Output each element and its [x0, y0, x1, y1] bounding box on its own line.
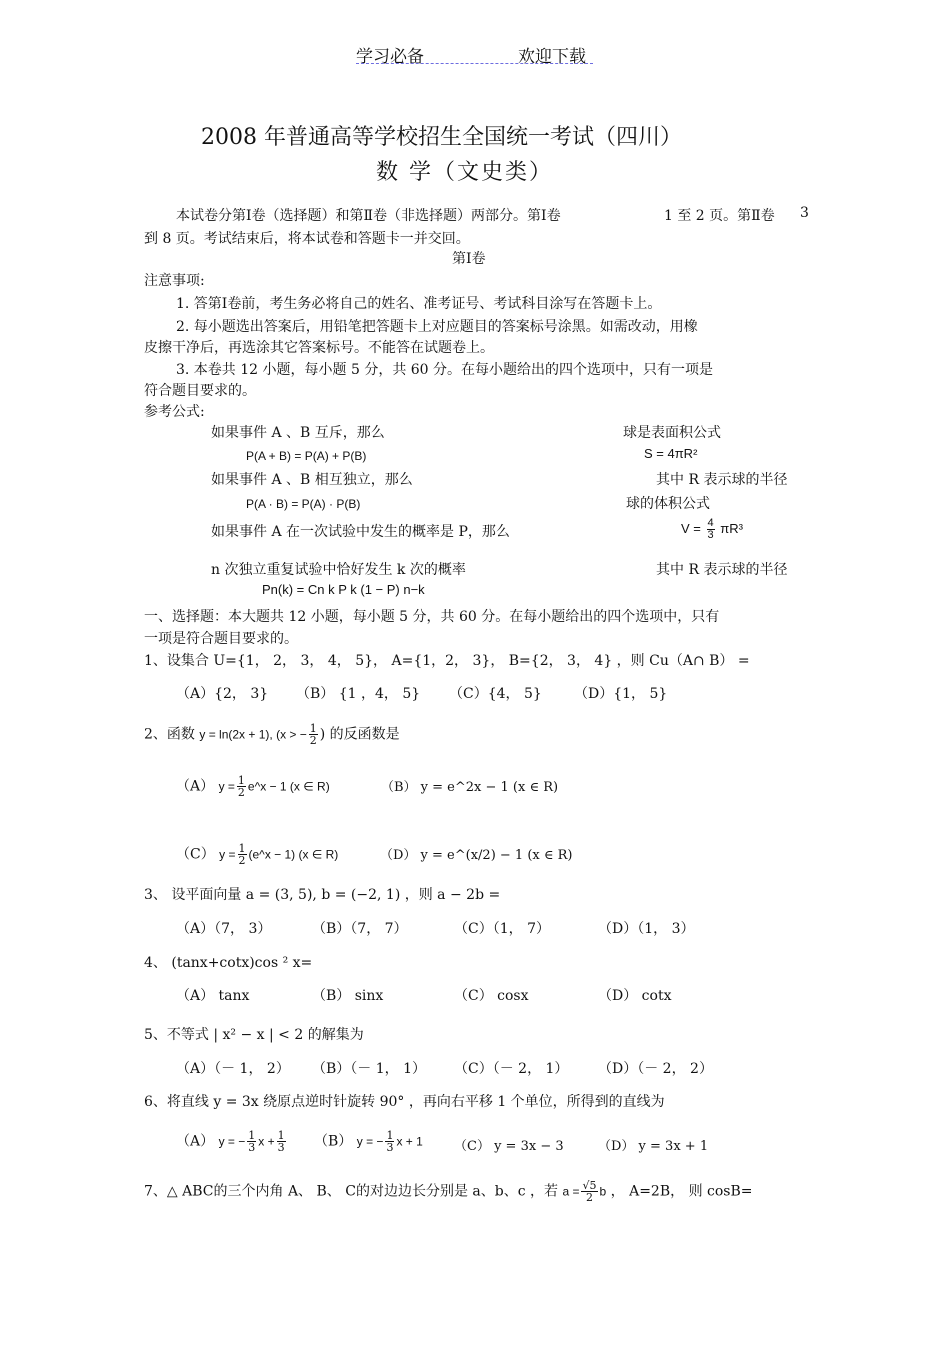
notice-item-3a: 3. 本卷共 12 小题，每小题 5 分，共 60 分。在每小题给出的四个选项中，只有一项是: [176, 362, 714, 378]
formula-2-expr: P(A · B) = P(A) · P(B): [246, 497, 361, 511]
notice-item-2a: 2. 每小题选出答案后，用铅笔把答题卡上对应题目的答案标号涂黑。如需改动，用橡: [176, 319, 698, 335]
q3-option-c: （C）（1， 7）: [454, 921, 550, 937]
sphere-area-label: 球是表面积公式: [623, 425, 721, 441]
question-2: 2、函数 y = ln(2x + 1), (x > − $\frac{1}{2}$ ) 的反函数是: [144, 722, 400, 747]
q3-option-d: （D）（1， 3）: [598, 921, 695, 937]
q4-option-b: （B） sinx: [312, 988, 384, 1004]
q4-option-d: （D） cotx: [598, 988, 672, 1004]
q4-option-c: （C） cosx: [454, 988, 529, 1004]
formula-4-label: n 次独立重复试验中恰好发生 k 次的概率: [211, 562, 466, 578]
intro-line1c: 3: [800, 205, 809, 221]
formula-3-label: 如果事件 A 在一次试验中发生的概率是 P，那么: [211, 524, 510, 540]
section-one-line1: 一、选择题：本大题共 12 小题，每小题 5 分，共 60 分。在每小题给出的四个选项中，只有: [144, 609, 720, 625]
q5-option-d: （D）（－ 2， 2）: [598, 1061, 713, 1077]
header-divider: [356, 63, 593, 64]
formulas-heading: 参考公式:: [144, 404, 205, 420]
formula-1-expr: P(A + B) = P(A) + P(B): [246, 449, 367, 463]
q1-option-a: （A）{2， 3}: [176, 686, 269, 702]
q3-option-b: （B）（7， 7）: [312, 921, 408, 937]
intro-line1a: 本试卷分第Ⅰ卷（选择题）和第Ⅱ卷（非选择题）两部分。第Ⅰ卷: [176, 208, 561, 224]
header-right: 欢迎下载: [518, 47, 586, 67]
q6-option-a: （A） y = − $\frac{1}{3}$ x + $\frac{1}{3}$: [176, 1129, 285, 1154]
question-3: 3、 设平面向量 a = (3, 5), b = (−2, 1) ，则 a − 2b =: [144, 887, 501, 903]
notice-item-2b: 皮擦干净后，再选涂其它答案标号。不能答在试题卷上。: [144, 340, 494, 356]
q1-option-b: （B） {1 ，4， 5}: [296, 686, 421, 702]
question-1: 1、设集合 U={1， 2， 3， 4， 5}， A={1，2， 3}， B={2， 3， 4} ，则 Cu（A∩ B） =: [144, 653, 750, 669]
q5-option-a: （A）（－ 1， 2）: [176, 1061, 290, 1077]
sphere-radius-note-2: 其中 R 表示球的半径: [656, 562, 788, 578]
intro-line1b: 1 至 2 页。第Ⅱ卷: [664, 208, 775, 224]
q1-option-d: （D）{1， 5}: [574, 686, 668, 702]
question-5: 5、不等式 | x² − x | < 2 的解集为: [144, 1027, 364, 1043]
q2-option-d: （D） y = e^(x/2) − 1 (x ∈ R): [380, 848, 573, 863]
exam-title: 2008 年普通高等学校招生全国统一考试（四川）: [201, 125, 682, 150]
part-one-heading: 第Ⅰ卷: [452, 251, 486, 267]
formula-1-label: 如果事件 A 、B 互斥，那么: [211, 425, 385, 441]
sphere-volume-label: 球的体积公式: [626, 496, 710, 512]
q6-option-d: （D） y = 3x + 1: [598, 1139, 709, 1154]
q4-option-a: （A） tanx: [176, 988, 250, 1004]
sphere-radius-note-1: 其中 R 表示球的半径: [656, 472, 788, 488]
notice-heading: 注意事项:: [144, 273, 205, 289]
q1-option-c: （C）{4， 5}: [449, 686, 542, 702]
sphere-volume-expr: V = $\frac{4}{3}$ πR³: [681, 517, 743, 541]
intro-line2: 到 8 页。考试结束后，将本试卷和答题卡一并交回。: [144, 231, 470, 247]
notice-item-1: 1. 答第Ⅰ卷前，考生务必将自己的姓名、准考证号、考试科目涂写在答题卡上。: [176, 296, 662, 312]
question-6: 6、将直线 y = 3x 绕原点逆时针旋转 90° ，再向右平移 1 个单位，所得到的直线为: [144, 1094, 665, 1110]
q2-option-c: （C） y = $\frac{1}{2}$ (e^x − 1) (x ∈ R): [176, 842, 339, 867]
q6-option-c: （C） y = 3x − 3: [454, 1139, 564, 1154]
formula-2-label: 如果事件 A 、B 相互独立，那么: [211, 472, 413, 488]
notice-item-3b: 符合题目要求的。: [144, 383, 256, 399]
question-4: 4、 (tanx+cotx)cos ² x=: [144, 955, 313, 971]
q5-option-b: （B）（－ 1， 1）: [312, 1061, 427, 1077]
q6-option-b: （B） y = − $\frac{1}{3}$ x + 1: [314, 1129, 423, 1154]
formula-4-expr: Pn(k) = Cn k P k (1 − P) n−k: [262, 582, 425, 597]
q2-option-b: （B） y = e^2x − 1 (x ∈ R): [381, 780, 559, 795]
header-left: 学习必备: [356, 47, 424, 67]
sphere-area-expr: S = 4πR²: [644, 446, 698, 461]
q2-option-a: （A） y = $\frac{1}{2}$ e^x − 1 (x ∈ R): [176, 774, 330, 799]
section-one-line2: 一项是符合题目要求的。: [144, 631, 298, 647]
q5-option-c: （C）（－ 2， 1）: [454, 1061, 569, 1077]
exam-subtitle: 数 学（文史类）: [376, 160, 553, 185]
question-7: 7、△ ABC的三个内角 A、 B、 C的对边边长分别是 a、b、c ，若 a = $\frac{√5}{2}$ b ， A=2B， 则 cosB=: [144, 1179, 753, 1204]
q3-option-a: （A）（7， 3）: [176, 921, 272, 937]
